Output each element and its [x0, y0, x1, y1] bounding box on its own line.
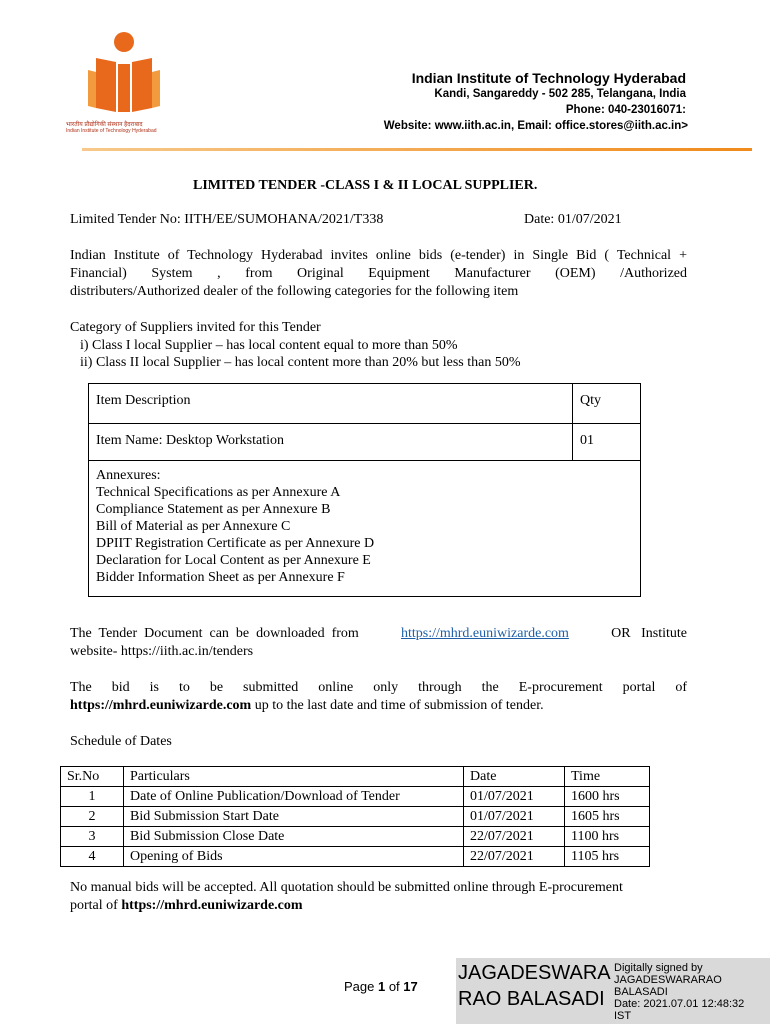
item-qty: 01 — [573, 424, 641, 461]
annexure-item: Bidder Information Sheet as per Annexure F — [96, 570, 345, 585]
items-table-row — [89, 424, 641, 461]
schedule-sr: 4 — [61, 847, 124, 867]
annexure-item: Declaration for Local Content as per Annexure E — [96, 553, 371, 568]
signature-detail: IST — [614, 1010, 632, 1022]
closing-line-1: No manual bids will be accepted. All quotation should be submitted online through E-procurement — [70, 880, 623, 895]
schedule-particular: Bid Submission Close Date — [124, 827, 464, 847]
item-name: Item Name: Desktop Workstation — [89, 424, 573, 461]
signer-name-line-1: JAGADESWARA — [458, 962, 611, 984]
table-row — [61, 787, 650, 807]
euniwizarde-link[interactable]: https://mhrd.euniwizarde.com — [400, 626, 569, 641]
annexure-item: Bill of Material as per Annexure C — [96, 519, 291, 534]
download-line-1 — [70, 625, 687, 642]
annexure-item: DPIIT Registration Certificate as per Annexure D — [96, 536, 375, 551]
signature-detail: BALASADI — [614, 986, 668, 998]
submission-line-1: The bid is to be submitted online only through the E-procurement portal of — [70, 680, 687, 695]
table-row — [61, 827, 650, 847]
signature-detail: Digitally signed by — [614, 962, 703, 974]
schedule-date: 22/07/2021 — [464, 847, 565, 867]
download-line-2: website- https://iith.ac.in/tenders — [70, 644, 254, 659]
schedule-date: 01/07/2021 — [464, 787, 565, 807]
digital-signature-box — [456, 958, 770, 1024]
org-address: Kandi, Sangareddy - 502 285, Telangana, India — [434, 88, 686, 100]
annexure-item: Technical Specifications as per Annexure A — [96, 485, 341, 500]
page-of: of — [385, 979, 404, 994]
page-number — [344, 979, 418, 994]
intro-line-2: Financial) System , from Original Equipment Manufacturer (OEM) /Authorized — [70, 266, 687, 281]
download-prefix: The Tender Document can be downloaded from — [70, 626, 359, 641]
schedule-time: 1600 hrs — [565, 787, 650, 807]
iith-logo — [66, 30, 182, 140]
annexures-cell — [89, 461, 641, 597]
submission-line-2 — [70, 697, 544, 714]
schedule-date: 22/07/2021 — [464, 827, 565, 847]
items-table — [88, 383, 641, 597]
schedule-sr: 2 — [61, 807, 124, 827]
org-web-email: Website: www.iith.ac.in, Email: office.stores@iith.ac.in> — [383, 120, 688, 132]
schedule-table — [60, 766, 650, 867]
page-prefix: Page — [344, 979, 378, 994]
intro-line-3: distributers/Authorized dealer of the following categories for the following item — [70, 284, 519, 299]
schedule-col-time: Time — [565, 767, 650, 787]
signature-detail: JAGADESWARARAO — [614, 974, 722, 986]
schedule-particular: Opening of Bids — [124, 847, 464, 867]
schedule-col-date: Date — [464, 767, 565, 787]
signature-details — [614, 962, 744, 1022]
tender-date: Date: 01/07/2021 — [524, 212, 622, 227]
header-divider — [82, 148, 752, 151]
schedule-time: 1605 hrs — [565, 807, 650, 827]
qty-header: Qty — [573, 384, 641, 424]
closing-prefix: portal of — [70, 898, 122, 913]
signer-name-line-2: RAO BALASADI — [458, 988, 605, 1010]
schedule-time: 1100 hrs — [565, 827, 650, 847]
download-suffix: OR Institute — [611, 626, 687, 641]
items-table-header-row — [89, 384, 641, 424]
submission-rest: up to the last date and time of submission of tender. — [251, 698, 544, 713]
logo-english-text: Indian Institute of Technology Hyderabad — [66, 128, 157, 134]
category-item-2: ii) Class II local Supplier – has local content more than 20% but less than 50% — [80, 355, 521, 370]
schedule-col-particulars: Particulars — [124, 767, 464, 787]
page-total: 17 — [403, 979, 418, 994]
org-phone: Phone: 040-23016071: — [565, 104, 686, 116]
document-title: LIMITED TENDER -CLASS I & II LOCAL SUPPLIER. — [193, 178, 538, 193]
annexures-heading: Annexures: — [96, 468, 161, 483]
submission-url: https://mhrd.euniwizarde.com — [70, 698, 252, 713]
schedule-particular: Bid Submission Start Date — [124, 807, 464, 827]
schedule-header-row — [61, 767, 650, 787]
logo-hindi-text: भारतीय प्रौद्योगिकी संस्थान हैदराबाद — [66, 122, 143, 128]
intro-line-1: Indian Institute of Technology Hyderabad invites online bids (e-tender) in Single Bid ( Technical + — [70, 248, 687, 263]
schedule-date: 01/07/2021 — [464, 807, 565, 827]
category-item-1: i) Class I local Supplier – has local content equal to more than 50% — [80, 338, 458, 353]
schedule-particular: Date of Online Publication/Download of Tender — [124, 787, 464, 807]
closing-line-2 — [70, 897, 303, 914]
table-row — [61, 807, 650, 827]
table-row — [61, 847, 650, 867]
signature-detail: Date: 2021.07.01 12:48:32 — [614, 998, 745, 1010]
tender-number: Limited Tender No: IITH/EE/SUMOHANA/2021/T338 — [70, 212, 384, 227]
org-name: Indian Institute of Technology Hyderabad — [411, 70, 686, 86]
schedule-heading: Schedule of Dates — [70, 734, 172, 749]
item-description-header: Item Description — [89, 384, 573, 424]
schedule-sr: 3 — [61, 827, 124, 847]
closing-url: https://mhrd.euniwizarde.com — [121, 898, 303, 913]
schedule-sr: 1 — [61, 787, 124, 807]
page-current: 1 — [377, 979, 386, 994]
schedule-time: 1105 hrs — [565, 847, 650, 867]
schedule-col-sr: Sr.No — [61, 767, 124, 787]
categories-heading: Category of Suppliers invited for this Tender — [70, 320, 321, 335]
annexure-item: Compliance Statement as per Annexure B — [96, 502, 331, 517]
annexures-row — [89, 461, 641, 597]
